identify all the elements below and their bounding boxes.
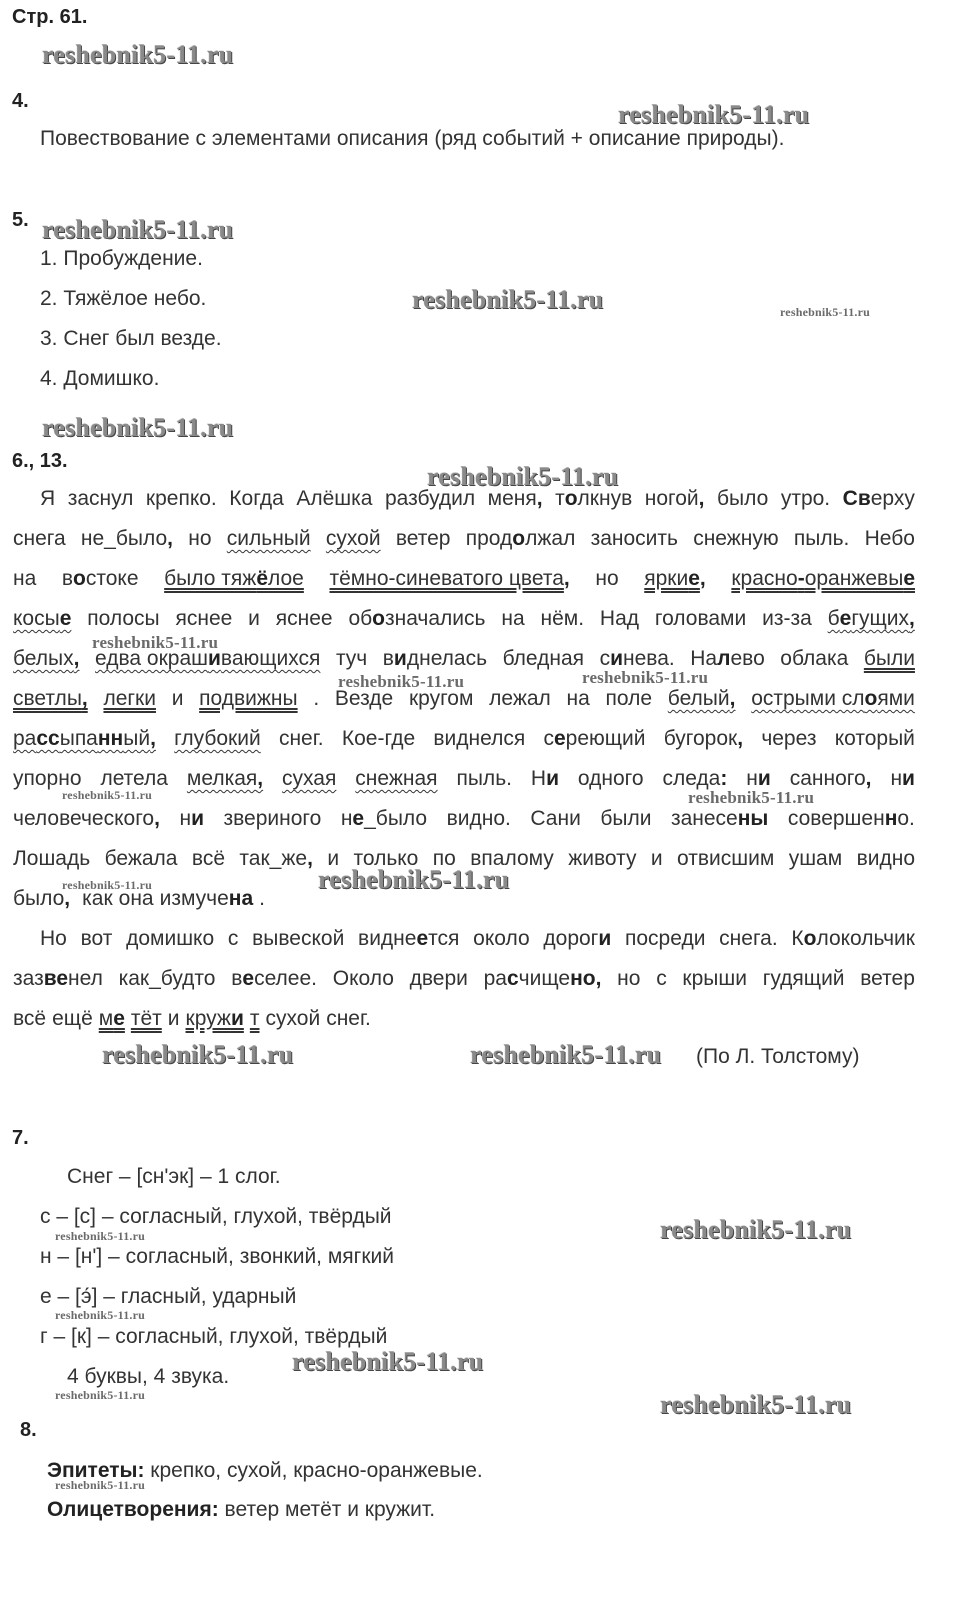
text-line: белых, едва окрашивающихся туч виднелась бледная синева. Налево облака были	[13, 647, 915, 670]
text-line: зазвенел как_будто веселее. Около двери расчищено, но с крыши гудящий ветер	[13, 967, 915, 990]
watermark: reshebnik5-11.ru	[427, 462, 619, 491]
watermark: reshebnik5-11.ru	[660, 1215, 852, 1244]
plan-item: 4. Домишко.	[40, 367, 160, 390]
watermark: reshebnik5-11.ru	[42, 215, 234, 244]
watermark: reshebnik5-11.ru	[582, 668, 709, 687]
text-line: Я заснул крепко. Когда Алёшка разбудил меня, толкнув ногой, было утро. Сверху	[40, 487, 915, 510]
watermark: reshebnik5-11.ru	[42, 413, 234, 442]
watermark: reshebnik5-11.ru	[660, 1390, 852, 1419]
watermark: reshebnik5-11.ru	[62, 878, 152, 892]
watermark: reshebnik5-11.ru	[318, 865, 510, 894]
watermark: reshebnik5-11.ru	[55, 1388, 145, 1402]
plan-item: 1. Пробуждение.	[40, 247, 203, 270]
phonetic-summary: 4 буквы, 4 звука.	[67, 1365, 230, 1388]
epithets-text: крепко, сухой, красно-оранжевые.	[144, 1459, 483, 1482]
phonetic-letter: г – [к] – согласный, глухой, твёрдый	[40, 1325, 388, 1348]
text-line: Но вот домишко с вывеской виднеется около дороги посреди снега. Колокольчик	[40, 927, 915, 950]
watermark: reshebnik5-11.ru	[618, 100, 810, 129]
text-line: на востоке было тяжёлое тёмно-синеватого цвета, но яркие, красно-оранжевые	[13, 567, 915, 590]
task-number: 6., 13.	[12, 450, 68, 472]
watermark: reshebnik5-11.ru	[55, 1229, 145, 1243]
text-line: рассыпанный, глубокий снег. Кое-где виднелся сереющий бугорок, через который	[13, 727, 915, 750]
task-number: 7.	[12, 1127, 29, 1149]
watermark: reshebnik5-11.ru	[55, 1308, 145, 1322]
text-line: было, как она измучена .	[13, 887, 265, 910]
phonetic-letter: с – [с] – согласный, глухой, твёрдый	[40, 1205, 392, 1228]
text-line: всё ещё ме тёт и кружи т сухой снег.	[13, 1007, 371, 1030]
watermark: reshebnik5-11.ru	[102, 1040, 294, 1069]
epithets-label: Эпитеты:	[47, 1459, 145, 1482]
personification-line	[47, 1498, 435, 1522]
watermark: reshebnik5-11.ru	[292, 1347, 484, 1376]
phonetic-letter: н – [н'] – согласный, звонкий, мягкий	[40, 1245, 394, 1268]
text-line: Лошадь бежала всё так_же, и только по впалому животу и отвисшим ушам видно	[13, 847, 915, 870]
epithets-line	[47, 1459, 483, 1483]
text-line: упорно летела мелкая, сухая снежная пыль. Ни одного следа: ни санного, ни	[13, 767, 915, 790]
task-number: 8.	[20, 1419, 37, 1441]
watermark: reshebnik5-11.ru	[688, 788, 815, 807]
attribution: (По Л. Толстому)	[696, 1045, 860, 1068]
personification-text: ветер метёт и кружит.	[218, 1498, 436, 1521]
watermark: reshebnik5-11.ru	[55, 1478, 145, 1492]
watermark: reshebnik5-11.ru	[338, 672, 465, 691]
task-number: 4.	[12, 90, 29, 112]
watermark: reshebnik5-11.ru	[92, 633, 219, 652]
phonetic-letter: е – [э́] – гласный, ударный	[40, 1285, 297, 1308]
watermark: reshebnik5-11.ru	[470, 1040, 662, 1069]
text-line: светлы, легки и подвижны . Везде кругом лежал на поле белый, острыми слоями	[13, 687, 915, 710]
watermark: reshebnik5-11.ru	[412, 285, 604, 314]
plan-item: 2. Тяжёлое небо.	[40, 287, 207, 310]
page-number-heading: Стр. 61.	[12, 6, 88, 28]
personification-label: Олицетворения:	[47, 1498, 219, 1521]
watermark: reshebnik5-11.ru	[780, 305, 870, 319]
text-line: человеческого, ни звериного не_было видно. Сани были занесены совершенно.	[13, 807, 915, 830]
text-line: снега не_было, но сильный сухой ветер продолжал заносить снежную пыль. Небо	[13, 527, 915, 550]
phonetic-heading: Снег – [сн'эк] – 1 слог.	[67, 1165, 281, 1188]
task4-answer: Повествование с элементами описания (ряд событий + описание природы).	[40, 127, 785, 150]
watermark: reshebnik5-11.ru	[42, 40, 234, 69]
plan-item: 3. Снег был везде.	[40, 327, 222, 350]
text-line: косые полосы яснее и яснее обозначались на нём. Над головами из-за бегущих,	[13, 607, 915, 630]
task-number: 5.	[12, 209, 29, 231]
watermark: reshebnik5-11.ru	[62, 788, 152, 802]
